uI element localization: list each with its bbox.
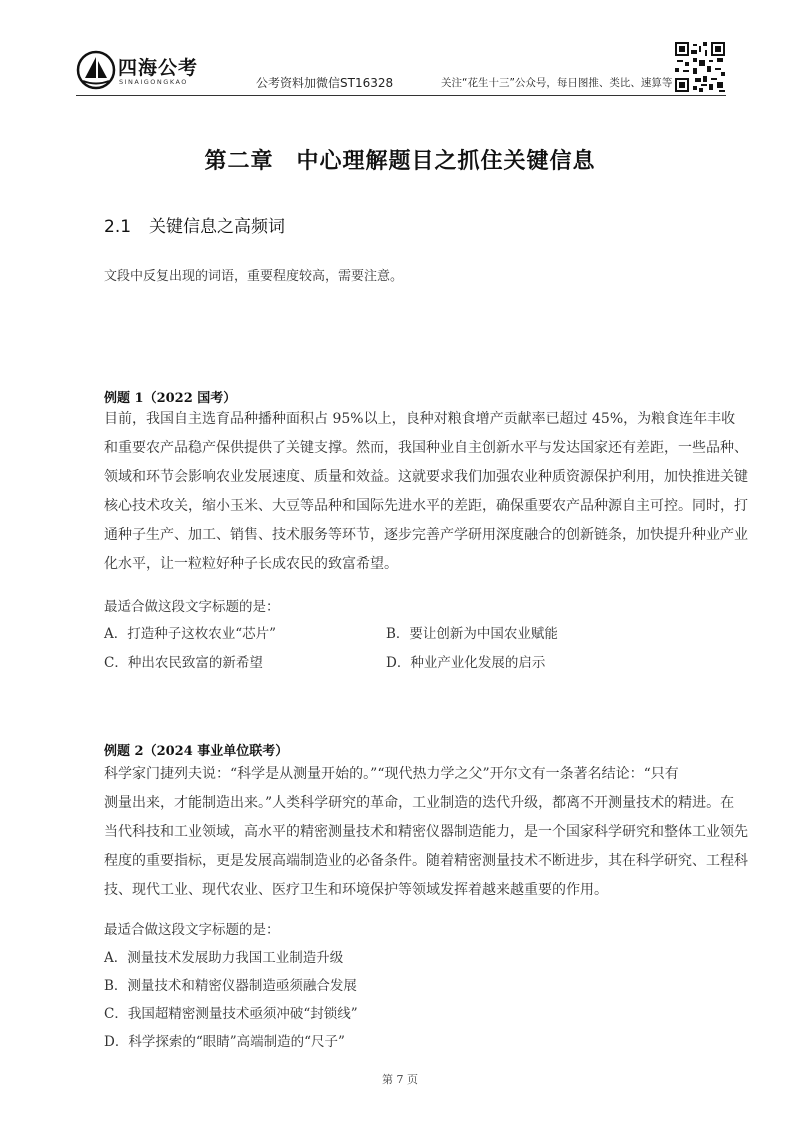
passage-line: 核心技术攻关，缩小玉米、大豆等品种和国际先进水平的差距，确保重要农产品种源自主可控。同时，打: [104, 498, 748, 514]
passage-line: 当代科技和工业领域，高水平的精密测量技术和精密仪器制造能力，是一个国家科学研究和整体工业领先: [104, 824, 748, 840]
sailboat-logo-icon: [76, 50, 116, 90]
header-wechat-text: 公考资料加微信ST16328: [256, 76, 394, 90]
passage-line: 领域和环节会影响农业发展速度、质量和效益。这就要求我们加强农业种质资源保护利用，加快推进关键: [104, 469, 748, 485]
logo-english-name: SINAIGONGKAO: [119, 78, 188, 86]
example-2-option-c: C．我国超精密测量技术亟须冲破“封锁线”: [104, 1006, 358, 1022]
section-number: 2.1: [104, 217, 132, 237]
intro-text: 文段中反复出现的词语，重要程度较高，需要注意。: [104, 269, 404, 284]
passage-line: 化水平，让一粒粒好种子长成农民的致富希望。: [104, 556, 398, 572]
example-2-option-a: A．测量技术发展助力我国工业制造升级: [104, 950, 344, 966]
passage-line: 目前，我国自主选育品种播种面积占 95%以上，良种对粮食增产贡献率已超过 45%，为粮食连年丰收: [104, 411, 736, 427]
example-1-heading: 例题 1（2022 国考）: [104, 391, 237, 406]
chapter-title: 第二章 中心理解题目之抓住关键信息: [204, 149, 596, 174]
section-title-text: 关键信息之高频词: [149, 217, 286, 237]
example-1-option-a: A．打造种子这枚农业“芯片”: [104, 626, 277, 642]
example-2-passage: [104, 760, 748, 905]
header-follow-text: 关注“花生十三”公众号，每日图推、类比、速算等: [441, 77, 673, 89]
example-2-question: 最适合做这段文字标题的是：: [104, 922, 280, 938]
page-number: 第 7 页: [382, 1073, 418, 1086]
logo-chinese-name: 四海公考: [118, 57, 199, 79]
passage-line: 通种子生产、加工、销售、技术服务等环节，逐步完善产学研用深度融合的创新链条，加快提升种业产业: [104, 527, 748, 543]
example-1-passage: [104, 405, 748, 579]
passage-line: 和重要农产品稳产保供提供了关键支撑。然而，我国种业自主创新水平与发达国家还有差距，一些品种、: [104, 440, 748, 456]
qr-code-icon: [675, 42, 725, 92]
example-1-option-b: B．要让创新为中国农业赋能: [386, 626, 558, 642]
example-1-question: 最适合做这段文字标题的是：: [104, 599, 280, 615]
passage-line: 科学家门捷列夫说：“科学是从测量开始的。”“现代热力学之父”开尔文有一条著名结论：“只有: [104, 766, 679, 782]
passage-line: 程度的重要指标，更是发展高端制造业的必备条件。随着精密测量技术不断进步，其在科学研究、工程科: [104, 853, 748, 869]
brand-logo: [76, 50, 204, 94]
example-2-option-d: D．科学探索的“眼睛”高端制造的“尺子”: [104, 1034, 345, 1050]
header-divider: [76, 95, 726, 96]
example-1-option-d: D．种业产业化发展的启示: [386, 655, 546, 671]
example-1-option-c: C．种出农民致富的新希望: [104, 655, 263, 671]
page-header: [0, 0, 800, 100]
passage-line: 测量出来，才能制造出来。”人类科学研究的革命，工业制造的迭代升级，都离不开测量技术的精进。在: [104, 795, 735, 811]
passage-line: 技、现代工业、现代农业、医疗卫生和环境保护等领域发挥着越来越重要的作用。: [104, 882, 608, 898]
example-2-heading: 例题 2（2024 事业单位联考）: [104, 744, 289, 759]
section-title: [104, 212, 285, 237]
example-2-option-b: B．测量技术和精密仪器制造亟须融合发展: [104, 978, 357, 994]
